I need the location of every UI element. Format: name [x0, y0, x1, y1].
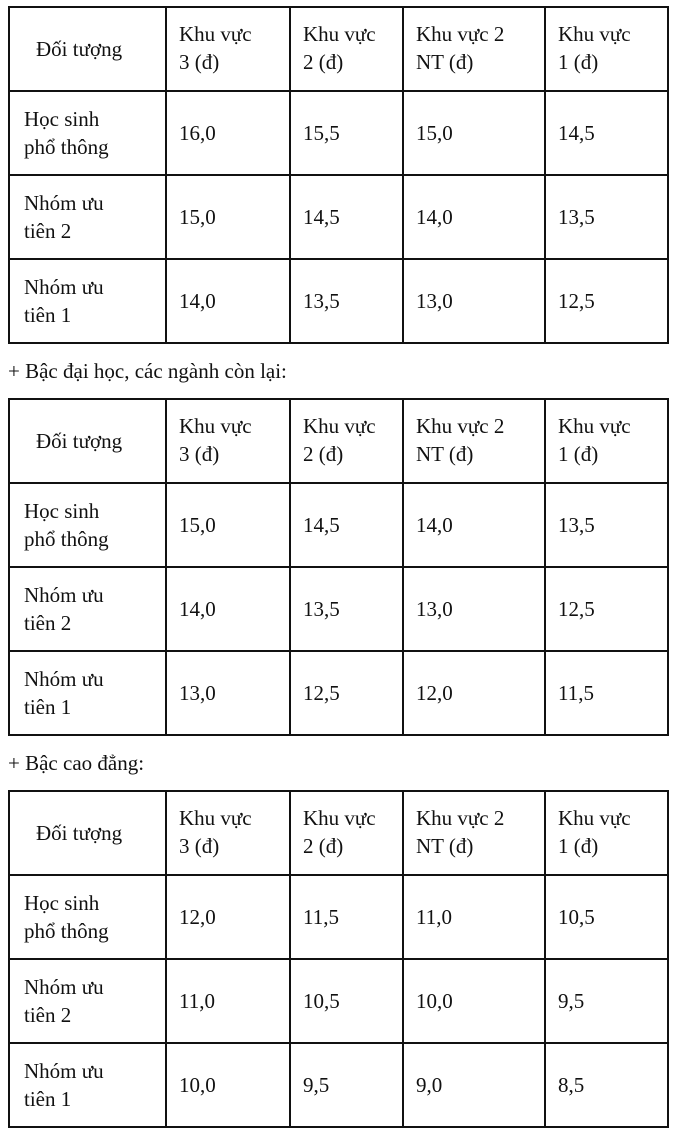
- table-cell: 14,0: [403, 483, 545, 567]
- score-table-block-1: [0, 6, 680, 344]
- table-header-row: [9, 791, 668, 875]
- table-header-row: [9, 7, 668, 91]
- table-cell: 13,0: [403, 259, 545, 343]
- table-cell: 13,5: [545, 175, 668, 259]
- row-label-nhom-uu-tien-2: Nhóm ưu tiên 2: [9, 567, 166, 651]
- header-cell-khu-vuc-2: Khu vực 2 (đ): [290, 399, 403, 483]
- table-cell: 13,5: [545, 483, 668, 567]
- table-row: [9, 1043, 668, 1127]
- table-cell: 12,5: [290, 651, 403, 735]
- table-cell: 9,5: [290, 1043, 403, 1127]
- table-cell: 12,5: [545, 567, 668, 651]
- table-row: [9, 959, 668, 1043]
- table-cell: 12,0: [166, 875, 290, 959]
- caption-cao-dang: + Bậc cao đẳng:: [8, 751, 145, 775]
- table-cell: 14,5: [545, 91, 668, 175]
- row-label-hoc-sinh-pho-thong: Học sinh phổ thông: [9, 875, 166, 959]
- row-label-nhom-uu-tien-2: Nhóm ưu tiên 2: [9, 175, 166, 259]
- table-cell: 14,0: [403, 175, 545, 259]
- table-cell: 13,0: [166, 651, 290, 735]
- header-cell-doi-tuong: Đối tượng: [9, 399, 166, 483]
- row-label-nhom-uu-tien-1: Nhóm ưu tiên 1: [9, 1043, 166, 1127]
- table-cell: 10,0: [166, 1043, 290, 1127]
- table-cell: 11,5: [545, 651, 668, 735]
- score-table-block-2: [0, 398, 680, 736]
- table-cell: 13,5: [290, 259, 403, 343]
- table-cell: 9,0: [403, 1043, 545, 1127]
- score-table-1: [8, 6, 669, 344]
- table-row: [9, 875, 668, 959]
- header-cell-khu-vuc-3: Khu vực 3 (đ): [166, 791, 290, 875]
- table-cell: 14,0: [166, 567, 290, 651]
- row-label-nhom-uu-tien-1: Nhóm ưu tiên 1: [9, 651, 166, 735]
- table-row: [9, 91, 668, 175]
- table-cell: 10,0: [403, 959, 545, 1043]
- header-cell-khu-vuc-2: Khu vực 2 (đ): [290, 791, 403, 875]
- score-table-block-3: [0, 790, 680, 1128]
- table-cell: 15,0: [403, 91, 545, 175]
- table-cell: 16,0: [166, 91, 290, 175]
- table-row: [9, 259, 668, 343]
- table-cell: 12,0: [403, 651, 545, 735]
- score-table-3: [8, 790, 669, 1128]
- header-cell-khu-vuc-1: Khu vực 1 (đ): [545, 791, 668, 875]
- header-cell-khu-vuc-2-nt: Khu vực 2 NT (đ): [403, 7, 545, 91]
- table-row: [9, 483, 668, 567]
- row-label-nhom-uu-tien-1: Nhóm ưu tiên 1: [9, 259, 166, 343]
- table-header-row: [9, 399, 668, 483]
- table-cell: 13,5: [290, 567, 403, 651]
- table-cell: 9,5: [545, 959, 668, 1043]
- header-cell-doi-tuong: Đối tượng: [9, 7, 166, 91]
- table-cell: 15,5: [290, 91, 403, 175]
- header-cell-khu-vuc-2: Khu vực 2 (đ): [290, 7, 403, 91]
- table-row: [9, 567, 668, 651]
- table-cell: 10,5: [290, 959, 403, 1043]
- row-label-hoc-sinh-pho-thong: Học sinh phổ thông: [9, 91, 166, 175]
- score-table-2: [8, 398, 669, 736]
- table-cell: 15,0: [166, 483, 290, 567]
- row-label-nhom-uu-tien-2: Nhóm ưu tiên 2: [9, 959, 166, 1043]
- table-cell: 13,0: [403, 567, 545, 651]
- header-cell-doi-tuong: Đối tượng: [9, 791, 166, 875]
- table-cell: 10,5: [545, 875, 668, 959]
- header-cell-khu-vuc-1: Khu vực 1 (đ): [545, 399, 668, 483]
- table-row: [9, 651, 668, 735]
- header-cell-khu-vuc-3: Khu vực 3 (đ): [166, 399, 290, 483]
- table-cell: 14,5: [290, 483, 403, 567]
- table-cell: 11,0: [166, 959, 290, 1043]
- header-cell-khu-vuc-2-nt: Khu vực 2 NT (đ): [403, 399, 545, 483]
- table-cell: 15,0: [166, 175, 290, 259]
- header-cell-khu-vuc-2-nt: Khu vực 2 NT (đ): [403, 791, 545, 875]
- table-cell: 8,5: [545, 1043, 668, 1127]
- table-cell: 12,5: [545, 259, 668, 343]
- table-cell: 11,5: [290, 875, 403, 959]
- header-cell-khu-vuc-3: Khu vực 3 (đ): [166, 7, 290, 91]
- table-cell: 14,0: [166, 259, 290, 343]
- table-cell: 11,0: [403, 875, 545, 959]
- caption-dai-hoc: + Bậc đại học, các ngành còn lại:: [8, 359, 287, 383]
- table-row: [9, 175, 668, 259]
- row-label-hoc-sinh-pho-thong: Học sinh phổ thông: [9, 483, 166, 567]
- header-cell-khu-vuc-1: Khu vực 1 (đ): [545, 7, 668, 91]
- table-cell: 14,5: [290, 175, 403, 259]
